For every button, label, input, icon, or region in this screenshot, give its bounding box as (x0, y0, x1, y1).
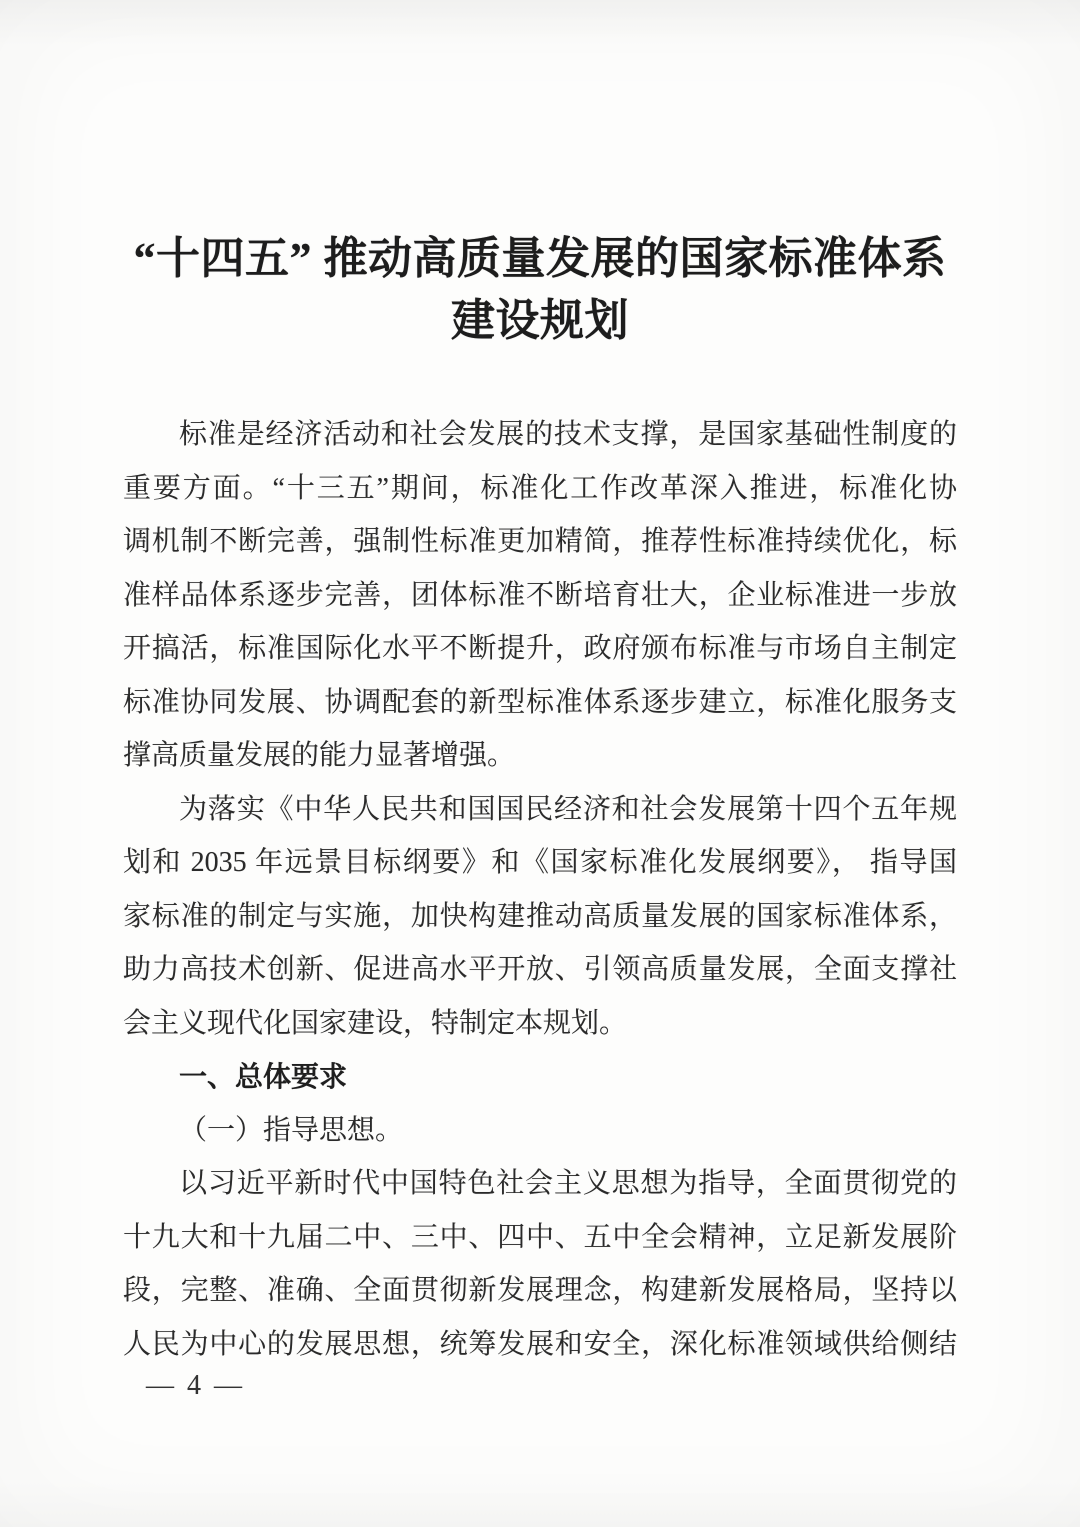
section-heading: 一、总体要求 (179, 1061, 348, 1092)
paragraph-1-line: 重要方面。“十三五”期间，标准化工作改革深入推进，标准化协 (123, 472, 957, 504)
document-title-line-1: “十四五” 推动高质量发展的国家标准体系 (133, 234, 947, 283)
paragraph-1-line: 开搞活，标准国际化水平不断提升，政府颁布标准与市场自主制定 (123, 633, 957, 664)
paragraph-3-line: 段，完整、准确、全面贯彻新发展理念，构建新发展格局，坚持以 (123, 1275, 957, 1306)
document-body (123, 408, 957, 1371)
paragraph-1-line: 准样品体系逐步完善，团体标准不断培育壮大，企业标准进一步放 (123, 579, 957, 611)
paragraph-2-line: 会主义现代化国家建设，特制定本规划。 (123, 1007, 628, 1039)
paragraph-1-line: 撑高质量发展的能力显著增强。 (123, 740, 516, 771)
paragraph-3-line: 以习近平新时代中国特色社会主义思想为指导，全面贯彻党的 (179, 1168, 957, 1199)
paragraph-3-line: 十九大和十九届二中、三中、四中、五中全会精神，立足新发展阶 (123, 1221, 957, 1253)
paragraph-3-line: 人民为中心的发展思想，统筹发展和安全，深化标准领域供给侧结 (123, 1328, 957, 1360)
paragraph-2-line: 助力高技术创新、促进高水平开放、引领高质量发展，全面支撑社 (123, 954, 957, 985)
paragraph-2-line: 家标准的制定与实施，加快构建推动高质量发展的国家标准体系， (123, 900, 957, 932)
document-title-line-2: 建设规划 (451, 296, 629, 345)
subsection-heading: （一）指导思想。 (179, 1114, 404, 1146)
paragraph-2-line: 为落实《中华人民共和国国民经济和社会发展第十四个五年规 (179, 793, 957, 825)
paragraph-1-line: 调机制不断完善，强制性标准更加精简，推荐性标准持续优化，标 (123, 526, 957, 557)
page-number: — 4 — (146, 1370, 245, 1401)
paragraph-1-line: 标准是经济活动和社会发展的技术支撑，是国家基础性制度的 (179, 419, 957, 450)
document-title (0, 228, 1080, 352)
paragraph-2-line: 划和 2035 年远景目标纲要》和《国家标准化发展纲要》， 指导国 (123, 847, 957, 878)
paragraph-1-line: 标准协同发展、协调配套的新型标准体系逐步建立，标准化服务支 (123, 686, 957, 718)
